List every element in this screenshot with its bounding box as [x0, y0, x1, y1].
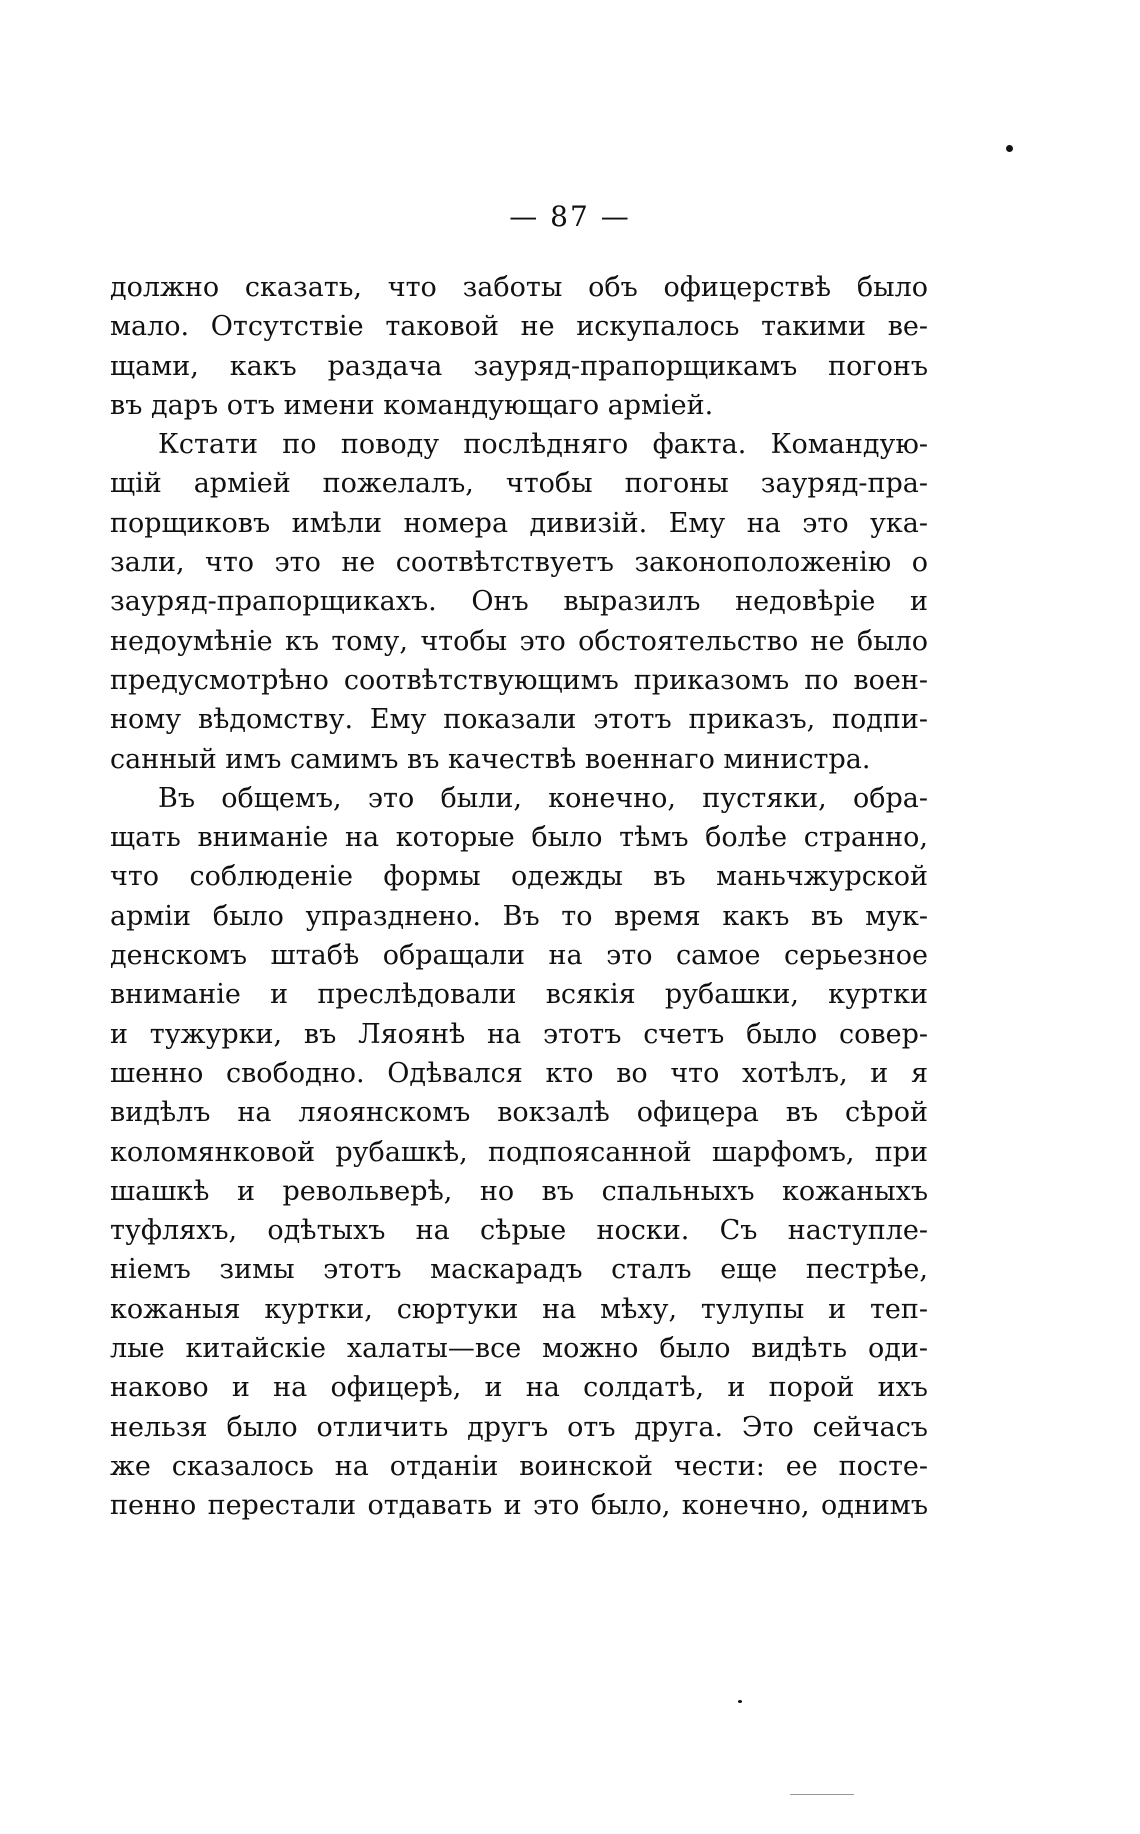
text-line: кожаныя куртки, сюртуки на мѣху, тулупы и теп- [110, 1293, 928, 1325]
scan-edge-mark [790, 1794, 854, 1795]
text-line: видѣлъ на ляоянскомъ вокзалѣ офицера въ сѣрой [110, 1097, 928, 1129]
text-line: туфляхъ, одѣтыхъ на сѣрые носки. Съ наступле- [110, 1215, 928, 1247]
text-line: наково и на офицерѣ, и на солдатѣ, и порой ихъ [110, 1372, 928, 1404]
body-text [110, 268, 928, 1526]
text-line: должно сказать, что заботы объ офицерствѣ было [110, 272, 928, 303]
text-line: щій арміей пожелалъ, чтобы погоны зауряд-пра- [110, 468, 928, 500]
text-line: шашкѣ и револьверѣ, но въ спальныхъ кожаныхъ [110, 1175, 928, 1207]
text-line: въ даръ отъ имени командующаго арміей. [110, 389, 714, 421]
ink-speck [738, 1700, 742, 1703]
text-line: нельзя было отличить другъ отъ друга. Это сейчасъ [110, 1411, 928, 1443]
text-line: коломянковой рубашкѣ, подпоясанной шарфомъ, при [110, 1136, 928, 1168]
text-line: мало. Отсутствіе таковой не искупалось такими ве- [110, 311, 928, 343]
text-line: ному вѣдомству. Ему показали этотъ приказъ, подпи- [110, 704, 928, 736]
text-line: порщиковъ имѣли номера дивизій. Ему на это ука- [110, 507, 928, 539]
text-line: что соблюденіе формы одежды въ маньчжурской [110, 861, 928, 893]
text-line: предусмотрѣно соотвѣтствующимъ приказомъ по воен- [110, 664, 928, 696]
text-line: же сказалось на отданіи воинской чести: ее посте- [110, 1450, 928, 1482]
text-line: пенно перестали отдавать и это было, конечно, однимъ [110, 1490, 928, 1522]
text-line: зали, что это не соотвѣтствуетъ законоположенію о [110, 547, 928, 579]
text-line: ніемъ зимы этотъ маскарадъ сталъ еще пестрѣе, [110, 1254, 928, 1286]
text-line: зауряд-прапорщикахъ. Онъ выразилъ недовѣріе и [110, 586, 928, 618]
text-line: денскомъ штабѣ обращали на это самое серьезное [110, 940, 928, 972]
text-line: лые китайскіе халаты—все можно было видѣть оди- [110, 1333, 928, 1365]
text-line: Кстати по поводу послѣдняго факта. Командую- [158, 429, 928, 461]
text-line: недоумѣніе къ тому, чтобы это обстоятельство не было [110, 625, 928, 657]
text-line: арміи было упразднено. Въ то время какъ въ мук- [110, 900, 928, 932]
text-line: и тужурки, въ Ляоянѣ на этотъ счетъ было совер- [110, 1018, 928, 1050]
ink-speck [1006, 145, 1013, 152]
text-line: санный имъ самимъ въ качествѣ военнаго министра. [110, 743, 871, 775]
text-line: Въ общемъ, это были, конечно, пустяки, обра- [158, 782, 928, 814]
text-line: щами, какъ раздача зауряд-прапорщикамъ погонъ [110, 350, 928, 382]
text-line: вниманіе и преслѣдовали всякія рубашки, куртки [110, 979, 928, 1011]
text-line: шенно свободно. Одѣвался кто во что хотѣлъ, и я [110, 1057, 928, 1089]
page-number: — 87 — [509, 200, 631, 233]
text-line: щать вниманіе на которые было тѣмъ болѣе странно, [110, 822, 928, 854]
